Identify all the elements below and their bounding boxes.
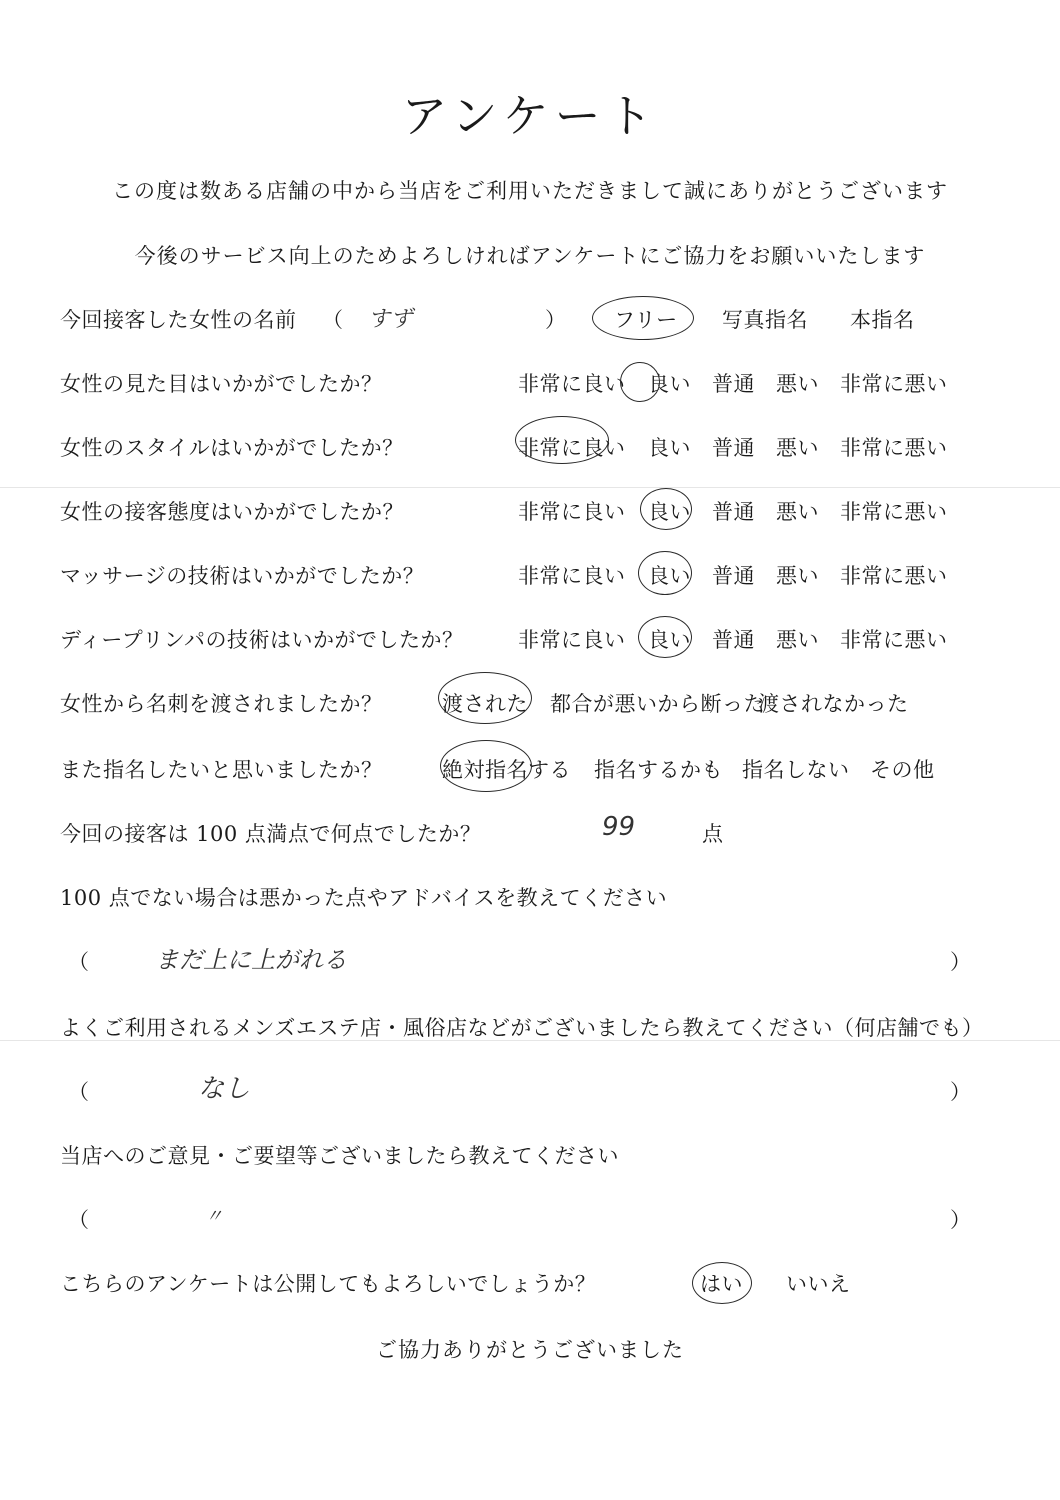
option-free[interactable]: フリー [614,308,678,332]
style-question: 女性のスタイルはいかがでしたか？ [60,436,404,460]
rating-good[interactable]: 良い [648,564,691,588]
rating-good[interactable]: 良い [648,628,691,652]
score-question: 今回の接客は 100 点満点で何点でしたか？ [60,822,482,846]
paren-open: （ [68,950,89,974]
score-unit: 点 [702,822,724,846]
deep-lymph-question: ディープリンパの技術はいかがでしたか？ [60,628,464,652]
advice-answer[interactable]: まだ上に上がれる [155,946,347,974]
rating-very-good[interactable]: 非常に良い [518,372,626,396]
opinion-answer[interactable]: 〃 [205,1206,223,1227]
intro-line-2: 今後のサービス向上のためよろしければアンケートにご協力をお願いいたします [134,244,926,268]
handwritten-score[interactable]: 99 [602,812,636,842]
option-no[interactable]: いいえ [786,1272,851,1296]
paren-open: （ [68,1208,89,1232]
rating-very-bad[interactable]: 非常に悪い [840,436,948,460]
rating-bad[interactable]: 悪い [776,564,819,588]
fold-line [0,487,1060,488]
opinion-question: 当店へのご意見・ご要望等ございましたら教えてください [60,1144,619,1168]
paren-open: （ [322,308,343,332]
rating-very-good[interactable]: 非常に良い [518,564,626,588]
intro-line-1: この度は数ある店舗の中から当店をご利用いただきまして誠にありがとうございます [112,179,948,203]
rating-good[interactable]: 良い [648,500,691,524]
shops-answer[interactable]: なし [198,1074,251,1104]
option-other[interactable]: その他 [870,758,935,782]
rating-bad[interactable]: 悪い [776,628,819,652]
option-photo-nomination[interactable]: 写真指名 [722,308,808,332]
rating-normal[interactable]: 普通 [712,436,755,460]
service-attitude-question: 女性の接客態度はいかがでしたか？ [60,500,404,524]
rating-good[interactable]: 良い [648,372,691,396]
rating-bad[interactable]: 悪い [776,500,819,524]
rating-very-bad[interactable]: 非常に悪い [840,628,948,652]
rating-bad[interactable]: 悪い [776,372,819,396]
option-no[interactable]: 指名しない [742,758,850,782]
rating-normal[interactable]: 普通 [712,628,755,652]
business-card-question: 女性から名刺を渡されましたか？ [60,692,383,716]
rating-very-bad[interactable]: 非常に悪い [840,564,948,588]
rating-good[interactable]: 良い [648,436,691,460]
renominate-question: また指名したいと思いましたか？ [60,758,383,782]
paren-close: ） [545,308,566,332]
closing-message: ご協力ありがとうございました [376,1338,684,1362]
rating-normal[interactable]: 普通 [712,564,755,588]
massage-question: マッサージの技術はいかがでしたか？ [60,564,425,588]
paren-close: ） [950,1080,971,1104]
paren-close: ） [950,950,971,974]
name-question: 今回接客した女性の名前 [60,308,297,332]
appearance-question: 女性の見た目はいかがでしたか？ [60,372,383,396]
option-maybe[interactable]: 指名するかも [594,758,723,782]
rating-very-good[interactable]: 非常に良い [518,436,626,460]
option-not-received[interactable]: 渡されなかった [758,692,909,716]
handwritten-name[interactable]: すず [368,307,413,332]
survey-title: アンケート [401,89,659,143]
rating-normal[interactable]: 普通 [712,372,755,396]
rating-very-bad[interactable]: 非常に悪い [840,500,948,524]
option-received[interactable]: 渡された [442,692,528,716]
rating-normal[interactable]: 普通 [712,500,755,524]
option-declined[interactable]: 都合が悪いから断った [550,692,765,716]
rating-bad[interactable]: 悪い [776,436,819,460]
rating-very-good[interactable]: 非常に良い [518,628,626,652]
option-yes[interactable]: はい [700,1272,743,1296]
advice-question: 100 点でない場合は悪かった点やアドバイスを教えてください [60,886,668,910]
shops-question: よくご利用されるメンズエステ店・風俗店などがございましたら教えてください（何店舗でも） [60,1016,984,1040]
paren-open: （ [68,1080,89,1104]
option-definitely[interactable]: 絶対指名する [442,758,571,782]
publish-question: こちらのアンケートは公開してもよろしいでしょうか？ [60,1272,597,1296]
rating-very-good[interactable]: 非常に良い [518,500,626,524]
option-main-nomination[interactable]: 本指名 [850,308,915,332]
rating-very-bad[interactable]: 非常に悪い [840,372,948,396]
paren-close: ） [950,1208,971,1232]
